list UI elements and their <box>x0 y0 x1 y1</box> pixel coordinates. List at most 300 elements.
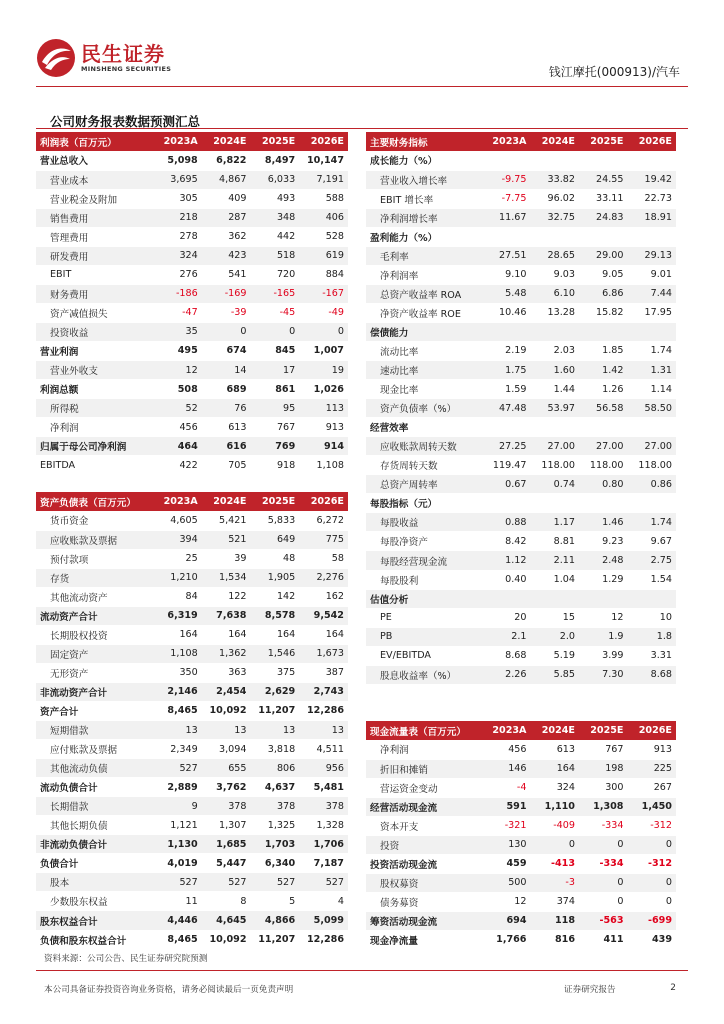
value-cell: 518 <box>251 246 300 265</box>
value-cell: 1,110 <box>531 797 580 816</box>
value-cell: 17 <box>251 361 300 380</box>
row-label: 经营效率 <box>366 418 482 437</box>
row-label: 每股收益 <box>366 513 482 532</box>
value-cell: 528 <box>299 227 348 246</box>
value-cell: 1.8 <box>628 627 677 646</box>
value-cell: 198 <box>579 759 628 778</box>
row-label: 净利润 <box>36 418 153 437</box>
value-cell: 48 <box>251 549 300 568</box>
value-cell: 0 <box>202 322 251 341</box>
value-cell: 7.44 <box>628 284 677 303</box>
table-row <box>366 759 676 778</box>
value-cell: 15 <box>531 608 580 627</box>
table-row <box>36 322 348 341</box>
value-cell: 9.05 <box>579 265 628 284</box>
value-cell: 2.11 <box>531 551 580 570</box>
value-cell: 11.67 <box>482 208 531 227</box>
value-cell: 11 <box>153 892 202 911</box>
row-label: 资产负债率（%） <box>366 399 482 418</box>
value-cell: 0 <box>628 892 677 911</box>
row-label: 营运资金变动 <box>366 778 482 797</box>
value-cell: 10,147 <box>299 151 348 170</box>
value-cell <box>531 589 580 608</box>
value-cell: 1.26 <box>579 380 628 399</box>
table-row <box>36 740 348 759</box>
value-cell: 12 <box>579 608 628 627</box>
value-cell: 12,286 <box>299 930 348 949</box>
value-cell: 1,210 <box>153 568 202 587</box>
value-cell: 8,465 <box>153 930 202 949</box>
value-cell: 5.85 <box>531 665 580 684</box>
table-row <box>36 873 348 892</box>
row-label: EBITDA <box>36 456 153 475</box>
table-row <box>36 911 348 930</box>
value-cell: -169 <box>202 284 251 303</box>
value-cell: 12 <box>153 361 202 380</box>
value-cell: 4,605 <box>153 511 202 530</box>
value-cell: 33.11 <box>579 189 628 208</box>
value-cell: 1,108 <box>299 456 348 475</box>
year-column-header: 2024E <box>531 132 580 151</box>
data-source-note: 资料来源：公司公告、民生证券研究院预测 <box>44 954 208 964</box>
value-cell: 406 <box>299 208 348 227</box>
value-cell: -321 <box>482 816 531 835</box>
value-cell: 12 <box>482 892 531 911</box>
value-cell: 720 <box>251 265 300 284</box>
value-cell: 0.67 <box>482 475 531 494</box>
value-cell: 527 <box>153 873 202 892</box>
row-label: 所得税 <box>36 399 153 418</box>
value-cell: 674 <box>202 341 251 360</box>
value-cell: 29.13 <box>628 246 677 265</box>
value-cell <box>579 589 628 608</box>
value-cell: 775 <box>299 530 348 549</box>
value-cell: 1,328 <box>299 816 348 835</box>
table-row <box>366 854 676 873</box>
row-label: 净利润增长率 <box>366 208 482 227</box>
value-cell: 387 <box>299 663 348 682</box>
year-column-header: 2023A <box>482 721 531 740</box>
value-cell: 9,542 <box>299 606 348 625</box>
value-cell: 53.97 <box>531 399 580 418</box>
value-cell: 113 <box>299 399 348 418</box>
value-cell: 164 <box>299 625 348 644</box>
value-cell: 8 <box>202 892 251 911</box>
minsheng-logo-icon <box>36 38 76 78</box>
row-label: 流动比率 <box>366 341 482 360</box>
table-row <box>36 437 348 456</box>
value-cell: 5.48 <box>482 284 531 303</box>
value-cell: 4,637 <box>251 778 300 797</box>
value-cell: 527 <box>299 873 348 892</box>
row-label: EBIT 增长率 <box>366 189 482 208</box>
value-cell: 493 <box>251 189 300 208</box>
row-label: PE <box>366 608 482 627</box>
value-cell: 5,098 <box>153 151 202 170</box>
value-cell: 146 <box>482 759 531 778</box>
row-label: PB <box>366 627 482 646</box>
value-cell: 861 <box>251 380 300 399</box>
value-cell: -409 <box>531 816 580 835</box>
value-cell: 767 <box>579 740 628 759</box>
row-label: 利润总额 <box>36 380 153 399</box>
value-cell: 162 <box>299 587 348 606</box>
value-cell: 0 <box>628 835 677 854</box>
value-cell: 0.74 <box>531 475 580 494</box>
row-label: 投资收益 <box>36 322 153 341</box>
value-cell: 456 <box>153 418 202 437</box>
table-row <box>366 513 676 532</box>
table-row <box>366 227 676 246</box>
row-label: 现金比率 <box>366 380 482 399</box>
value-cell: 363 <box>202 663 251 682</box>
value-cell: 8,578 <box>251 606 300 625</box>
value-cell: 0.40 <box>482 570 531 589</box>
footer-disclaimer: 本公司具备证券投资咨询业务资格，请务必阅读最后一页免责声明 <box>44 985 294 995</box>
value-cell: -47 <box>153 303 202 322</box>
value-cell: 32.75 <box>531 208 580 227</box>
table-row <box>36 606 348 625</box>
value-cell: 816 <box>531 930 580 949</box>
value-cell: 11,207 <box>251 930 300 949</box>
value-cell <box>628 418 677 437</box>
row-label: EV/EBITDA <box>366 646 482 665</box>
table-row <box>366 911 676 930</box>
table-row <box>36 854 348 873</box>
year-column-header: 2024E <box>202 132 251 151</box>
value-cell: 4,645 <box>202 911 251 930</box>
table-row <box>366 380 676 399</box>
value-cell: 2.03 <box>531 341 580 360</box>
value-cell: 13 <box>299 721 348 740</box>
value-cell: 24.83 <box>579 208 628 227</box>
value-cell: 164 <box>153 625 202 644</box>
row-label: 速动比率 <box>366 361 482 380</box>
year-column-header: 2023A <box>153 492 202 511</box>
row-label: 估值分析 <box>366 589 482 608</box>
row-label: 管理费用 <box>36 227 153 246</box>
value-cell: -3 <box>531 873 580 892</box>
value-cell: 591 <box>482 797 531 816</box>
table-row <box>366 151 676 170</box>
row-label: 现金净流量 <box>366 930 482 949</box>
value-cell: 1,308 <box>579 797 628 816</box>
header-divider <box>36 86 688 87</box>
row-label: 股东权益合计 <box>36 911 153 930</box>
value-cell: 500 <box>482 873 531 892</box>
value-cell <box>628 227 677 246</box>
value-cell <box>628 151 677 170</box>
value-cell: 8.68 <box>628 665 677 684</box>
value-cell: -312 <box>628 816 677 835</box>
value-cell: -563 <box>579 911 628 930</box>
row-label: 长期借款 <box>36 797 153 816</box>
value-cell: 1.74 <box>628 513 677 532</box>
value-cell: 2,349 <box>153 740 202 759</box>
table-row <box>36 399 348 418</box>
value-cell: 2,276 <box>299 568 348 587</box>
value-cell: -4 <box>482 778 531 797</box>
value-cell: 913 <box>299 418 348 437</box>
value-cell <box>579 418 628 437</box>
value-cell: 33.82 <box>531 170 580 189</box>
value-cell: 1,534 <box>202 568 251 587</box>
table-row <box>36 759 348 778</box>
year-column-header: 2024E <box>202 492 251 511</box>
value-cell: 3,695 <box>153 170 202 189</box>
row-label: 长期股权投资 <box>36 625 153 644</box>
value-cell: 378 <box>251 797 300 816</box>
value-cell: 25 <box>153 549 202 568</box>
value-cell: 1,108 <box>153 644 202 663</box>
table-row <box>366 778 676 797</box>
year-column-header: 2026E <box>299 132 348 151</box>
value-cell: 27.25 <box>482 437 531 456</box>
table-row <box>36 892 348 911</box>
value-cell <box>579 494 628 513</box>
value-cell: 845 <box>251 341 300 360</box>
value-cell: 694 <box>482 911 531 930</box>
value-cell: 24.55 <box>579 170 628 189</box>
value-cell: 588 <box>299 189 348 208</box>
row-label: 成长能力（%） <box>366 151 482 170</box>
value-cell: 1.17 <box>531 513 580 532</box>
value-cell: 918 <box>251 456 300 475</box>
value-cell: 649 <box>251 530 300 549</box>
value-cell: 1,026 <box>299 380 348 399</box>
value-cell: 0.88 <box>482 513 531 532</box>
year-column-header: 2026E <box>299 492 348 511</box>
table-row <box>36 418 348 437</box>
year-column-header: 2025E <box>579 132 628 151</box>
footer-report-type: 证券研究报告 <box>564 985 616 995</box>
value-cell: 29.00 <box>579 246 628 265</box>
value-cell: 18.91 <box>628 208 677 227</box>
value-cell: 118.00 <box>579 456 628 475</box>
value-cell <box>579 151 628 170</box>
table-row <box>36 682 348 701</box>
row-label: 应收账款及票据 <box>36 530 153 549</box>
value-cell: 705 <box>202 456 251 475</box>
value-cell: -413 <box>531 854 580 873</box>
value-cell: 541 <box>202 265 251 284</box>
value-cell: 1.74 <box>628 341 677 360</box>
row-label: 研发费用 <box>36 246 153 265</box>
row-label: 净利润 <box>366 740 482 759</box>
table-row <box>366 873 676 892</box>
table-row <box>366 627 676 646</box>
value-cell: 348 <box>251 208 300 227</box>
table-row <box>36 361 348 380</box>
row-label: 每股指标（元） <box>366 494 482 513</box>
stock-title: 钱江摩托(000913)/汽车 <box>548 65 680 79</box>
value-cell: 27.51 <box>482 246 531 265</box>
key-ratios-table <box>366 132 676 685</box>
table-row <box>366 816 676 835</box>
row-label: 流动资产合计 <box>36 606 153 625</box>
table-row <box>36 511 348 530</box>
value-cell <box>531 322 580 341</box>
value-cell: 6.10 <box>531 284 580 303</box>
value-cell: 10.46 <box>482 303 531 322</box>
value-cell: 13.28 <box>531 303 580 322</box>
value-cell: 27.00 <box>628 437 677 456</box>
value-cell: 9.67 <box>628 532 677 551</box>
row-label: 预付款项 <box>36 549 153 568</box>
value-cell: 0 <box>579 892 628 911</box>
value-cell: 1.9 <box>579 627 628 646</box>
value-cell <box>531 151 580 170</box>
row-label: 财务费用 <box>36 284 153 303</box>
value-cell: 4 <box>299 892 348 911</box>
value-cell: 5,099 <box>299 911 348 930</box>
table-row <box>36 701 348 720</box>
value-cell: 118.00 <box>531 456 580 475</box>
value-cell: 527 <box>251 873 300 892</box>
value-cell: 305 <box>153 189 202 208</box>
value-cell: 7,187 <box>299 854 348 873</box>
value-cell: 459 <box>482 854 531 873</box>
row-label: 少数股东权益 <box>36 892 153 911</box>
table-row <box>366 284 676 303</box>
value-cell: 613 <box>531 740 580 759</box>
value-cell: 1,325 <box>251 816 300 835</box>
year-column-header: 2026E <box>628 132 677 151</box>
value-cell: 10,092 <box>202 930 251 949</box>
value-cell: 1,121 <box>153 816 202 835</box>
table-row <box>36 797 348 816</box>
value-cell: 118.00 <box>628 456 677 475</box>
table-title-header: 主要财务指标 <box>366 132 482 151</box>
table-row <box>36 265 348 284</box>
value-cell: 3.99 <box>579 646 628 665</box>
value-cell: 521 <box>202 530 251 549</box>
value-cell: 8.42 <box>482 532 531 551</box>
value-cell: -334 <box>579 816 628 835</box>
value-cell: 13 <box>251 721 300 740</box>
row-label: 存货周转天数 <box>366 456 482 475</box>
value-cell: -312 <box>628 854 677 873</box>
value-cell: -49 <box>299 303 348 322</box>
value-cell: 14 <box>202 361 251 380</box>
row-label: 其他流动资产 <box>36 587 153 606</box>
row-label: 总资产收益率 ROA <box>366 284 482 303</box>
value-cell: 267 <box>628 778 677 797</box>
value-cell: 1.29 <box>579 570 628 589</box>
table-row <box>36 151 348 170</box>
value-cell: 6,340 <box>251 854 300 873</box>
value-cell: 0.86 <box>628 475 677 494</box>
value-cell: 5,481 <box>299 778 348 797</box>
value-cell: 0.80 <box>579 475 628 494</box>
row-label: 营业利润 <box>36 341 153 360</box>
row-label: 每股净资产 <box>366 532 482 551</box>
value-cell: 9.01 <box>628 265 677 284</box>
table-row <box>366 418 676 437</box>
value-cell: 4,446 <box>153 911 202 930</box>
row-label: 股息收益率（%） <box>366 665 482 684</box>
value-cell: 218 <box>153 208 202 227</box>
row-label: 非流动资产合计 <box>36 682 153 701</box>
balance-sheet-table <box>36 492 348 950</box>
value-cell: 11,207 <box>251 701 300 720</box>
value-cell: 378 <box>202 797 251 816</box>
value-cell <box>628 494 677 513</box>
table-row <box>366 322 676 341</box>
value-cell: 287 <box>202 208 251 227</box>
brand-logo <box>36 38 171 78</box>
value-cell: 423 <box>202 246 251 265</box>
row-label: 筹资活动现金流 <box>366 911 482 930</box>
value-cell <box>482 418 531 437</box>
value-cell: 142 <box>251 587 300 606</box>
value-cell: 6,822 <box>202 151 251 170</box>
value-cell: -165 <box>251 284 300 303</box>
value-cell: 2,629 <box>251 682 300 701</box>
table-row <box>36 189 348 208</box>
row-label: 投资活动现金流 <box>366 854 482 873</box>
table-row <box>366 246 676 265</box>
year-column-header: 2025E <box>251 132 300 151</box>
value-cell: 2.19 <box>482 341 531 360</box>
value-cell: 118 <box>531 911 580 930</box>
table-row <box>36 380 348 399</box>
value-cell: 28.65 <box>531 246 580 265</box>
value-cell: 164 <box>531 759 580 778</box>
table-row <box>366 551 676 570</box>
row-label: 折旧和摊销 <box>366 759 482 778</box>
value-cell: 5,447 <box>202 854 251 873</box>
value-cell: 914 <box>299 437 348 456</box>
table-title-header: 现金流量表（百万元） <box>366 721 482 740</box>
value-cell: 3,762 <box>202 778 251 797</box>
table-row <box>366 303 676 322</box>
value-cell: 1.31 <box>628 361 677 380</box>
table-title-header: 利润表（百万元） <box>36 132 153 151</box>
value-cell <box>482 227 531 246</box>
value-cell: 52 <box>153 399 202 418</box>
row-label: 总资产周转率 <box>366 475 482 494</box>
value-cell: 613 <box>202 418 251 437</box>
value-cell: 13 <box>153 721 202 740</box>
value-cell: 409 <box>202 189 251 208</box>
value-cell: 8,497 <box>251 151 300 170</box>
table-row <box>366 208 676 227</box>
table-row <box>36 778 348 797</box>
value-cell: 7,191 <box>299 170 348 189</box>
value-cell: 164 <box>251 625 300 644</box>
value-cell: 655 <box>202 759 251 778</box>
value-cell: 96.02 <box>531 189 580 208</box>
value-cell: 276 <box>153 265 202 284</box>
value-cell: 9.10 <box>482 265 531 284</box>
value-cell: 1,130 <box>153 835 202 854</box>
year-column-header: 2026E <box>628 721 677 740</box>
value-cell <box>531 227 580 246</box>
table-row <box>366 740 676 759</box>
value-cell: 422 <box>153 456 202 475</box>
year-column-header: 2023A <box>482 132 531 151</box>
row-label: 应收账款周转天数 <box>366 437 482 456</box>
table-row <box>366 456 676 475</box>
value-cell: 616 <box>202 437 251 456</box>
row-label: 资产合计 <box>36 701 153 720</box>
value-cell: 1.04 <box>531 570 580 589</box>
value-cell: 278 <box>153 227 202 246</box>
value-cell: 527 <box>202 873 251 892</box>
value-cell: 5,421 <box>202 511 251 530</box>
table-row <box>36 170 348 189</box>
